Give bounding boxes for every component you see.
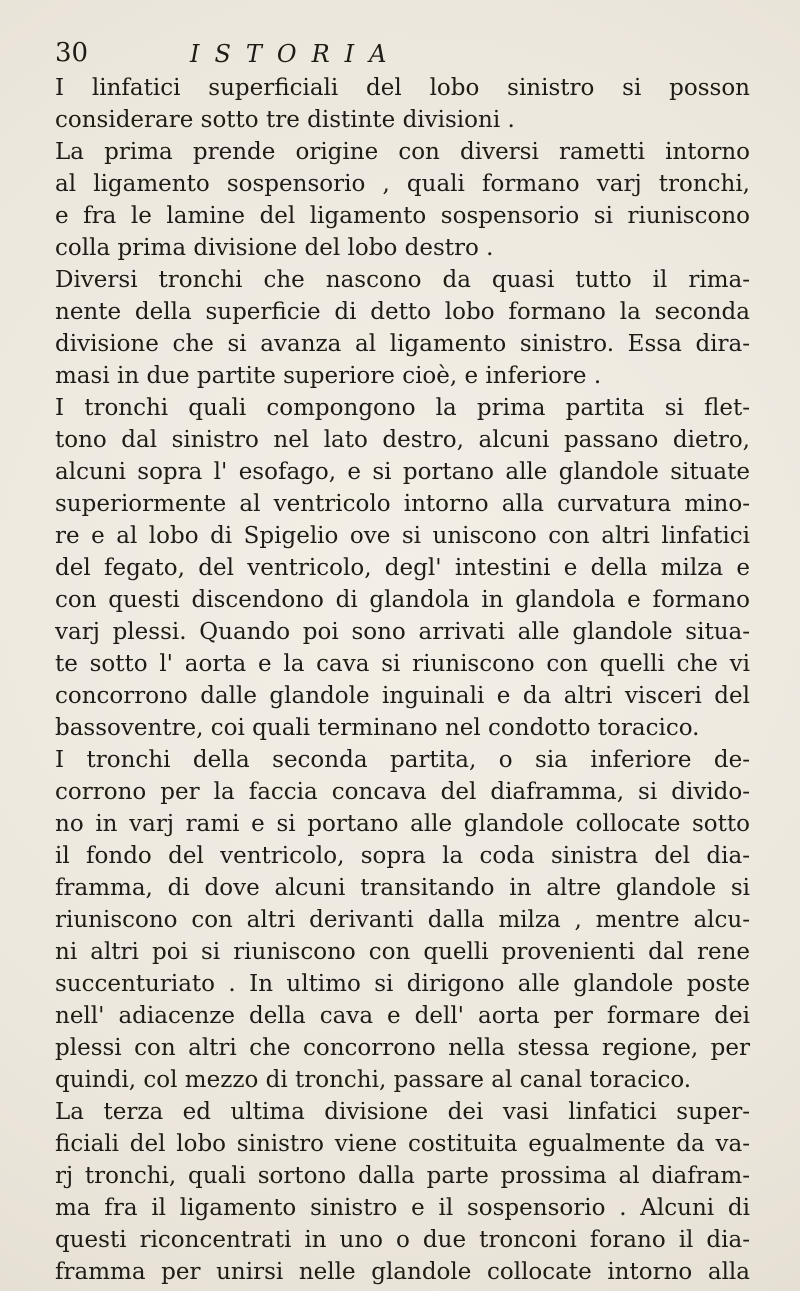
text-line: rj tronchi, quali sortono dalla parte prossima al diafram- — [55, 1163, 750, 1189]
text-line: framma, di dove alcuni transitando in altre glandole si — [55, 875, 750, 901]
text-line: divisione che si avanza al ligamento sinistro. Essa dira- — [55, 331, 750, 357]
text-line: plessi con altri che concorrono nella stessa regione, per — [55, 1035, 750, 1061]
text-line: al ligamento sospensorio , quali formano varj tronchi, — [55, 171, 750, 197]
text-line: te sotto l' aorta e la cava si riuniscono con quelli che vi — [55, 651, 750, 677]
text-line: concorrono dalle glandole inguinali e da altri visceri del — [55, 683, 750, 709]
text-line: masi in due partite superiore cioè, e inferiore . — [55, 363, 602, 389]
text-line: nell' adiacenze della cava e dell' aorta per formare dei — [55, 1003, 750, 1029]
text-line: I tronchi della seconda partita, o sia inferiore de- — [55, 747, 750, 773]
text-line: quindi, col mezzo di tronchi, passare al canal toracico. — [55, 1067, 692, 1093]
text-line: con questi discendono di glandola in glandola e formano — [55, 587, 750, 613]
text-line: varj plessi. Quando poi sono arrivati alle glandole situa- — [55, 619, 750, 645]
text-line: del fegato, del ventricolo, degl' intestini e della milza e — [55, 555, 750, 581]
text-line: La prima prende origine con diversi rametti intorno — [55, 139, 750, 165]
text-line: La terza ed ultima divisione dei vasi linfatici super- — [55, 1099, 750, 1125]
text-line: corrono per la faccia concava del diaframma, si divido- — [55, 779, 750, 805]
text-line: riuniscono con altri derivanti dalla milza , mentre alcu- — [55, 907, 750, 933]
text-line: alcuni sopra l' esofago, e si portano alle glandole situate — [55, 459, 750, 485]
text-line: e fra le lamine del ligamento sospensorio si riuniscono — [55, 203, 750, 229]
text-line: ni altri poi si riuniscono con quelli provenienti dal rene — [55, 939, 750, 965]
text-line: succenturiato . In ultimo si dirigono alle glandole poste — [55, 971, 750, 997]
text-line: ficiali del lobo sinistro viene costituita egualmente da va- — [55, 1131, 750, 1157]
body-text — [55, 72, 750, 1288]
running-title: ISTORIA — [190, 40, 402, 68]
text-line: considerare sotto tre distinte divisioni . — [55, 107, 515, 133]
page-number: 30 — [55, 38, 89, 68]
text-line: superiormente al ventricolo intorno alla curvatura mino- — [55, 491, 750, 517]
text-line: ma fra il ligamento sinistro e il sospensorio . Alcuni di — [55, 1195, 750, 1221]
text-line: I linfatici superficiali del lobo sinistro si posson — [55, 75, 750, 101]
text-line: bassoventre, coi quali terminano nel condotto toracico. — [55, 715, 700, 741]
text-line: Diversi tronchi che nascono da quasi tutto il rima- — [55, 267, 750, 293]
text-line: re e al lobo di Spigelio ove si uniscono con altri linfatici — [55, 523, 750, 549]
text-line: framma per unirsi nelle glandole collocate intorno alla — [55, 1259, 750, 1285]
text-line: tono dal sinistro nel lato destro, alcuni passano dietro, — [55, 427, 750, 453]
text-line: colla prima divisione del lobo destro . — [55, 235, 494, 261]
text-line: I tronchi quali compongono la prima partita si flet- — [55, 395, 750, 421]
text-line: no in varj rami e si portano alle glandole collocate sotto — [55, 811, 750, 837]
text-line: nente della superficie di detto lobo formano la seconda — [55, 299, 750, 325]
text-line: il fondo del ventricolo, sopra la coda sinistra del dia- — [55, 843, 750, 869]
text-line: questi riconcentrati in uno o due tronconi forano il dia- — [55, 1227, 750, 1253]
